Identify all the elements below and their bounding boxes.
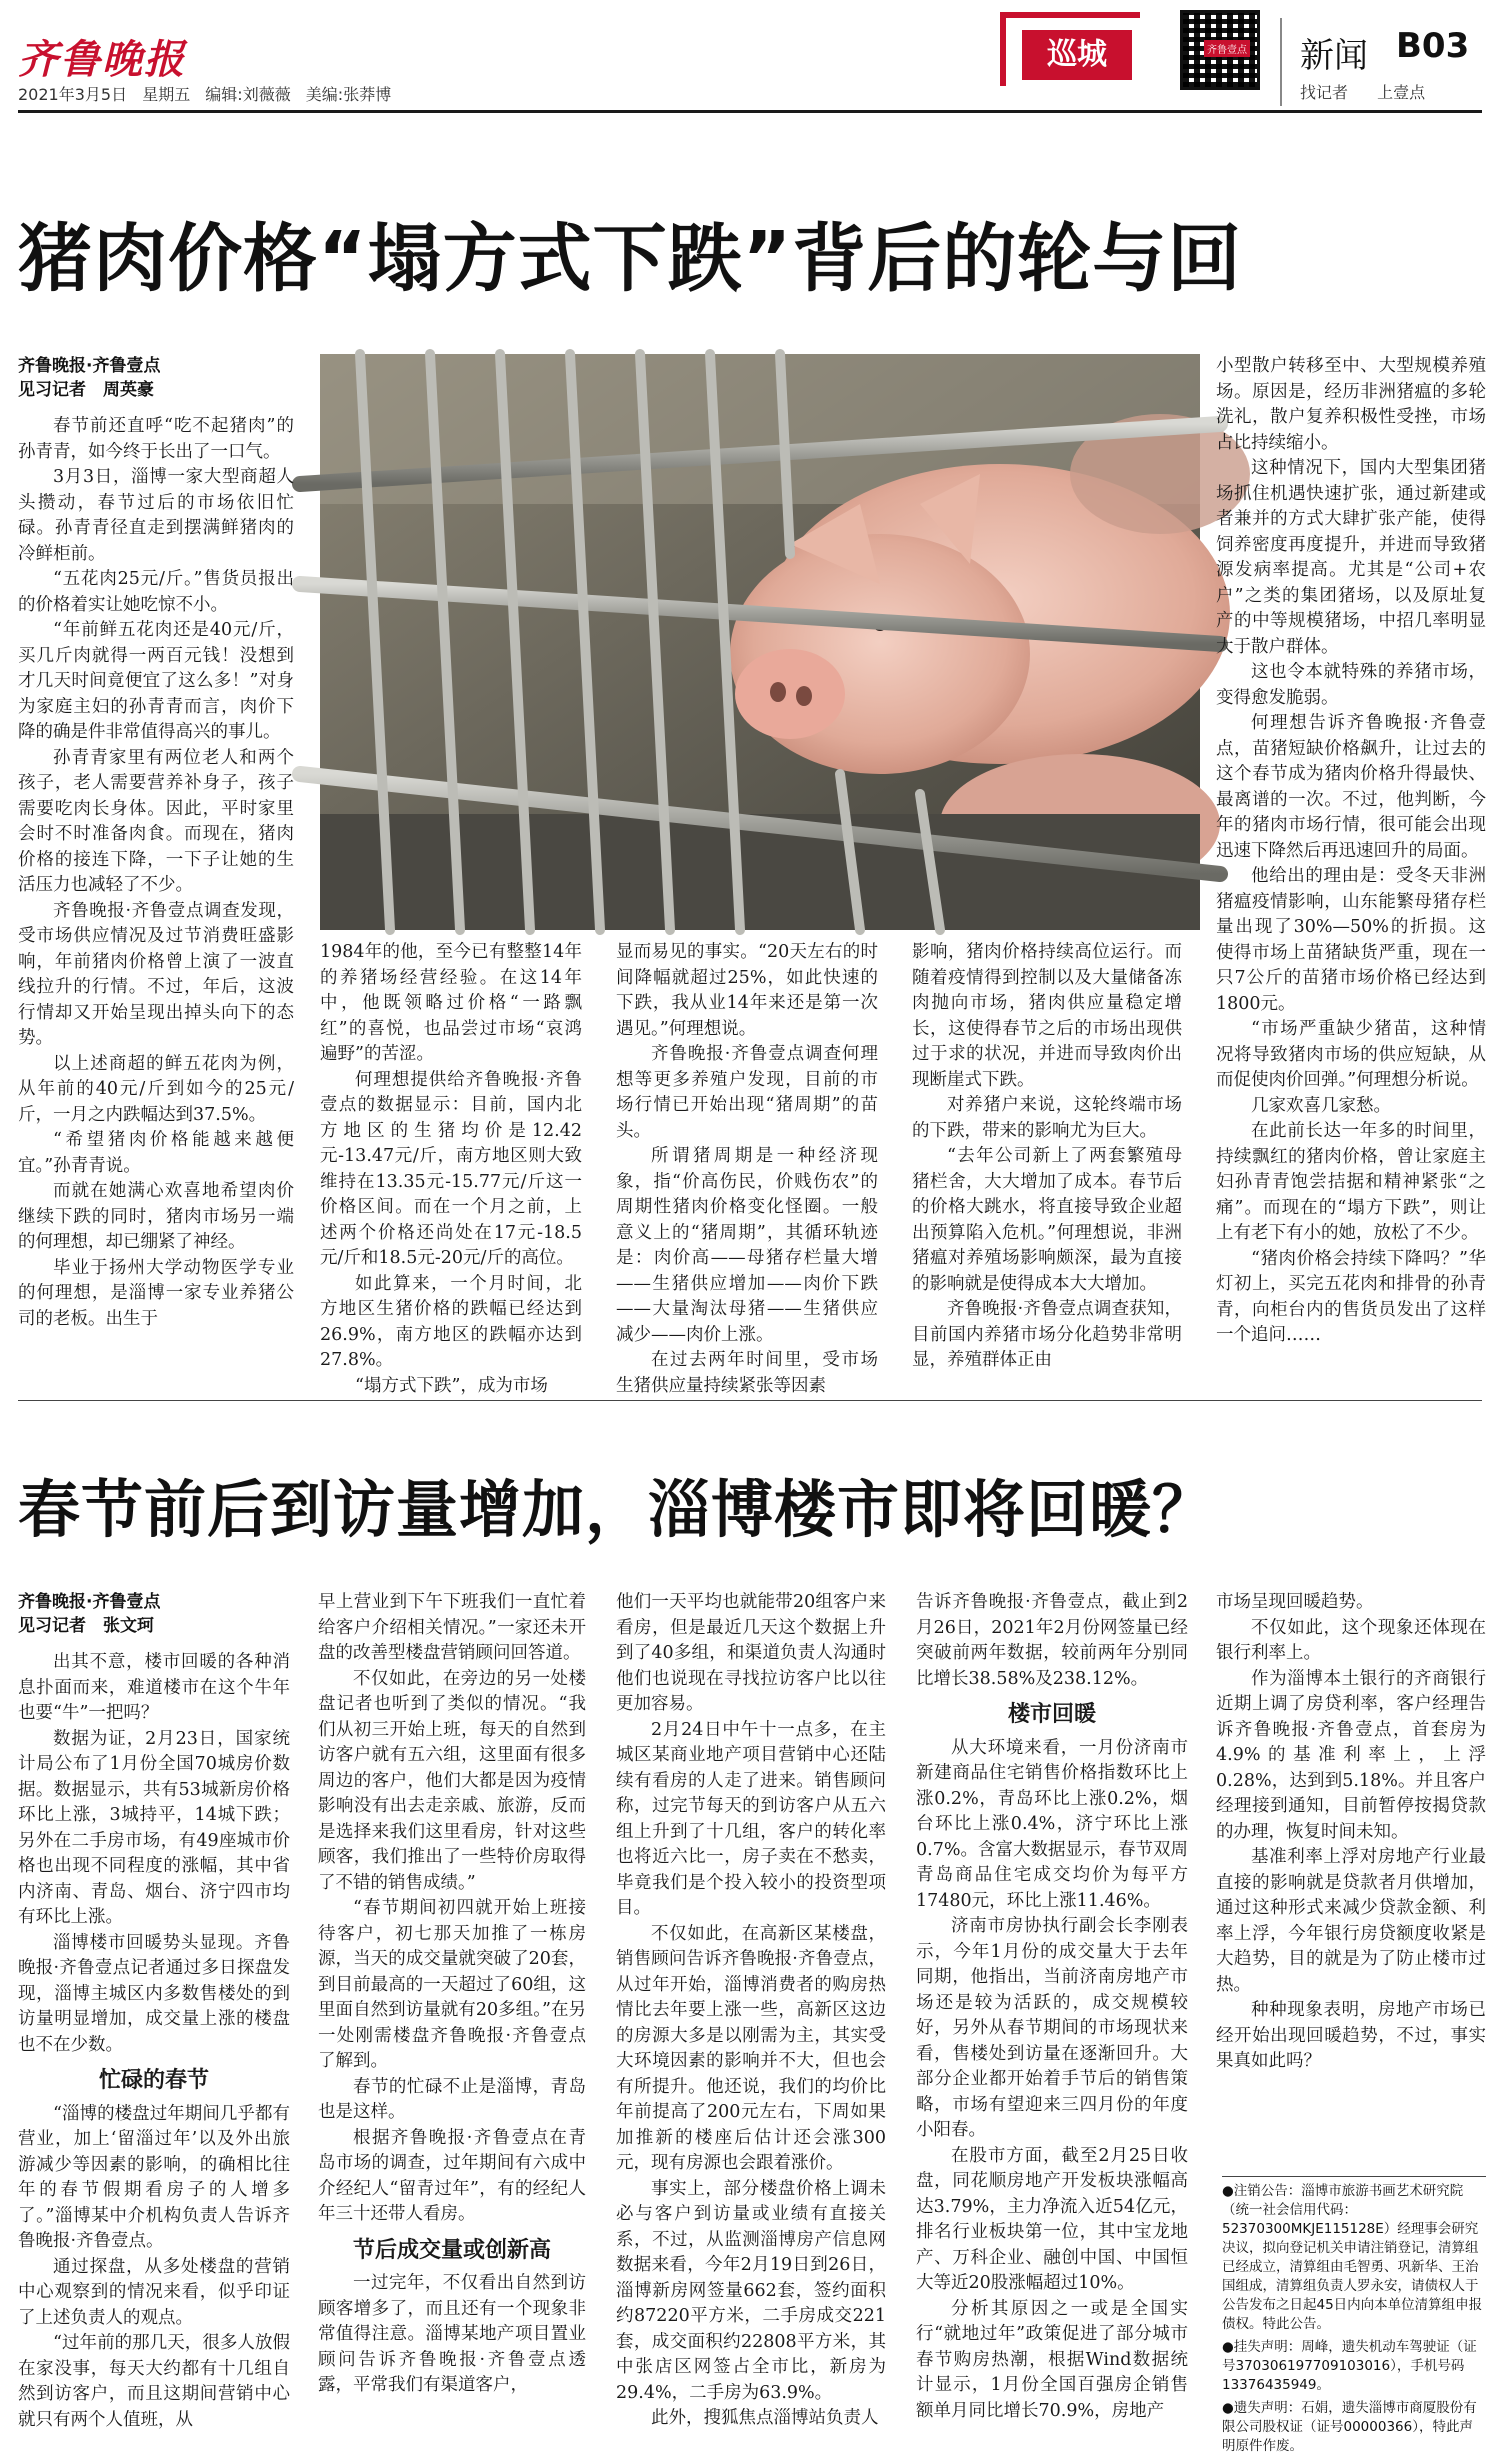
paragraph: “五花肉25元/斤。”售货员报出的价格着实让她吃惊不小。 — [18, 569, 294, 615]
paragraph: 而就在她满心欢喜地希望肉价继续下跌的同时，猪肉市场另一端的何理想，却已绷紧了神经。 — [18, 1181, 294, 1252]
paragraph: “市场严重缺少猪苗，这种情况将导致猪肉市场的供应短缺，从而促使肉价回弹。”何理想分析说。 — [1216, 1019, 1486, 1090]
newspaper-logo: 齐鲁晚报 — [18, 36, 186, 83]
masthead — [0, 0, 1500, 118]
slogan-left: 找记者 — [1300, 83, 1349, 102]
article2-byline — [18, 1590, 290, 1638]
paragraph: 通过探盘，从多处楼盘的营销中心观察到的情况来看，似乎印证了上述负责人的观点。 — [18, 2256, 290, 2328]
article1-byline — [18, 354, 294, 402]
paragraph: 事实上，部分楼盘价格上调未必与客户到访量或业绩有直接关系，不过，从监测淄博房产信息网数据来看，今年2月19日到26日，淄博新房网签量662套，签约面积约87220平方米，二手房成交221套，成交面积约22808平方米，其中张店区网签占全市比，新房为29.4%，二手房为63.9%。 — [616, 2178, 886, 2403]
paragraph: 1984年的他，至今已有整整14年的养猪场经营经验。在这14年中，他既领略过价格“一路飘红”的喜悦，也品尝过市场“哀鸿遍野”的苦涩。 — [320, 942, 582, 1064]
paragraph: 显而易见的事实。“20天左右的时间降幅就超过25%，如此快速的下跌，我从业14年来还是第一次遇见。”何理想说。 — [616, 942, 878, 1039]
page-slogan — [1300, 80, 1425, 103]
paragraph: “淄博的楼盘过年期间几乎都有营业，加上‘留淄过年’以及外出旅游减少等因素的影响，的确相比往年的春节假期看房子的人增多了。”淄博某中介机构负责人告诉齐鲁晚报·齐鲁壹点。 — [18, 2103, 290, 2251]
paragraph: 影响，猪肉价格持续高位运行。而随着疫情得到控制以及大量储备冻肉抛向市场，猪肉供应量稳定增长，这使得春节之后的市场出现供过于求的状况，并进而导致肉价出现断崖式下跌。 — [912, 942, 1182, 1090]
subhead-market-warming: 楼市回暖 — [1007, 1702, 1096, 1727]
article2-column-4 — [916, 1590, 1188, 2421]
paragraph: 以上述商超的鲜五花肉为例，从年前的40元/斤到如今的25元/斤，一月之内跌幅达到37.5%。 — [18, 1053, 294, 1125]
paragraph: 他们一天平均也就能带20组客户来看房，但是最近几天这个数据上升到了40多组，和渠道负责人沟通时他们也说现在寻找拉访客户比以往更加容易。 — [616, 1592, 886, 1714]
slogan-right: 上壹点 — [1377, 83, 1426, 102]
paragraph: 这也令本就特殊的养猪市场，变得愈发脆弱。 — [1216, 662, 1486, 708]
article1-byline-reporter: 见习记者 周英豪 — [18, 380, 154, 400]
paragraph: 淄博楼市回暖势头显现。齐鲁晚报·齐鲁壹点记者通过多日探盘发现，淄博主城区内多数售楼处的到访量明显增加，成交量上涨的楼盘也不在少数。 — [18, 1932, 290, 2055]
notice-lost-share-certificate: ●遗失声明：石娟，遗失淄博市商厦股份有限公司股权证（证号00000366），特此声明原件作废。 — [1222, 2400, 1477, 2454]
article2-column-3 — [616, 1590, 886, 2428]
paragraph: 不仅如此，在高新区某楼盘，销售顾问告诉齐鲁晚报·齐鲁壹点，从过年开始，淄博消费者的购房热情比去年要上涨一些，高新区这边的房源大多是以刚需为主，其实受大环境因素的影响并不大，但也会有所提升。他还说，我们的均价比年前提高了200元左右，下周如果加推新的楼座后估计还会涨300元，现有房源也会跟着涨价。 — [616, 1923, 886, 2173]
editor-credit: 编辑:刘薇薇 — [205, 85, 291, 104]
paragraph: 齐鲁晚报·齐鲁壹点调查何理想等更多养殖户发现，目前的市场行情已开始出现“猪周期”的苗头。 — [616, 1044, 878, 1141]
paragraph: 济南市房协执行副会长李刚表示，今年1月份的成交量大于去年同期，他指出，当前济南房地产市场还是较为活跃的，成交规模较好，另外从春节期间的市场现状来看，售楼处到访量在逐渐回升。大部分企业都开始着手节后的销售策略，市场有望迎来三四月份的年度小阳春。 — [916, 1916, 1188, 2140]
section-label: 巡城 — [1022, 30, 1132, 80]
paragraph: 春节的忙碌不止是淄博，青岛也是这样。 — [318, 2076, 586, 2122]
paragraph: “年前鲜五花肉还是40元/斤，买几斤肉就得一两百元钱！没想到才几天时间竟便宜了这么多！”对身为家庭主妇的孙青青而言，肉价下降的确是件非常值得高兴的事儿。 — [18, 620, 294, 742]
paragraph: 市场呈现回暖趋势。 — [1216, 1592, 1374, 1612]
paragraph: 小型散户转移至中、大型规模养殖场。原因是，经历非洲猪瘟的多轮洗礼，散户复养积极性受挫，市场占比持续缩小。 — [1216, 356, 1486, 453]
article1-column-1 — [18, 354, 294, 1384]
pig-photo-illustration — [320, 354, 1200, 930]
paragraph: 种种现象表明，房地产市场已经开始出现回暖趋势，不过，事实果真如此吗？ — [1216, 2000, 1486, 2071]
page-number: B03 — [1396, 26, 1470, 66]
article1-column-4 — [912, 940, 1182, 1384]
paragraph: “春节期间初四就开始上班接待客户，初七那天加推了一栋房源，当天的成交量就突破了20套，到目前最高的一天超过了60组，这里面自然到访量就有20多组。”在另一处刚需楼盘齐鲁晚报·齐鲁壹点了解到。 — [318, 1898, 586, 2071]
paragraph: 告诉齐鲁晚报·齐鲁壹点，截止到2月26日，2021年2月份网签量已经突破前两年数据，较前两年分别同比增长38.58%及238.12%。 — [916, 1592, 1188, 1689]
paragraph: 作为淄博本土银行的齐商银行近期上调了房贷利率，客户经理告诉齐鲁晚报·齐鲁壹点，首套房为4.9%的基准利率上，上浮0.28%，达到到5.18%。并且客户经理接到通知，目前暂停按揭贷款的办理，恢复时间未知。 — [1216, 1668, 1486, 1842]
paragraph: 何理想告诉齐鲁晚报·齐鲁壹点，苗猪短缺价格飙升，让过去的这个春节成为猪肉价格升得最快、最离谱的一次。不过，他判断，今年的猪肉市场行情，很可能会出现迅速下降然后再迅速回升的局面。 — [1216, 713, 1486, 861]
paragraph: 对养猪户来说，这轮终端市场的下跌，带来的影响尤为巨大。 — [912, 1095, 1182, 1141]
notice-separator — [1222, 2176, 1486, 2177]
paragraph: 基准利率上浮对房地产行业最直接的影响就是贷款者月供增加，通过这种形式来减少贷款金额、利率上浮，今年银行房贷额度收紧是大趋势，目的就是为了防止楼市过热。 — [1216, 1847, 1486, 1995]
paragraph: “去年公司新上了两套繁殖母猪栏舍，大大增加了成本。春节后的价格大跳水，将直接导致企业超出预算陷入危机。”何理想说，非洲猪瘟对养殖场影响颇深，最为直接的影响就是使得成本大大增加。 — [912, 1146, 1182, 1294]
article1-column-3 — [616, 940, 878, 1396]
paragraph: 春节前还直呼“吃不起猪肉”的孙青青，如今终于长出了一口气。 — [18, 416, 294, 462]
paragraph: 在过去两年时间里，受市场生猪供应量持续紧张等因素 — [616, 1350, 878, 1396]
paragraph: 在此前长达一年多的时间里，持续飘红的猪肉价格，曾让家庭主妇孙青青饱尝拮据和精神紧张“之痛”。而现在的“塌方下跌”，则让上有老下有小的她，放松了不少。 — [1216, 1121, 1486, 1243]
paragraph: 此外，搜狐焦点淄博站负责人 — [651, 2408, 879, 2428]
pig-photo — [320, 354, 1200, 930]
paragraph: 根据齐鲁晚报·齐鲁壹点在青岛市场的调查，过年期间有六成中介经纪人“留青过年”，有的经纪人年三十还带人看房。 — [318, 2127, 586, 2224]
designer-credit: 美编:张莽博 — [305, 85, 392, 104]
subhead-busy-spring-festival: 忙碌的春节 — [98, 2068, 209, 2093]
paragraph: 从大环境来看，一月份济南市新建商品住宅销售价格指数环比上涨0.2%，青岛环比上涨0.2%，烟台环比上涨0.4%，济宁环比上涨0.7%。含富大数据显示，春节双周青岛商品住宅成交均价为每平方17480元，环比上涨11.46%。 — [916, 1737, 1188, 1911]
paragraph: 毕业于扬州大学动物医学专业的何理想，是淄博一家专业养猪公司的老板。出生于 — [18, 1257, 294, 1329]
paragraph: 出其不意，楼市回暖的各种消息扑面而来，难道楼市在这个牛年也要“牛”一把吗？ — [18, 1652, 290, 1723]
subhead-record-volume: 节后成交量或创新高 — [352, 2237, 551, 2263]
paragraph: 早上营业到下午下班我们一直忙着给客户介绍相关情况。”一家还未开盘的改善型楼盘营销顾问回答道。 — [318, 1592, 586, 1663]
article1-column-5 — [1216, 354, 1486, 1384]
article2-column-1 — [18, 1590, 290, 2430]
paragraph: “过年前的那几天，很多人放假在家没事，每天大约都有十几组自然到访客户，而且这期间营销中心就只有两个人值班，从 — [18, 2333, 290, 2430]
article-separator — [18, 1400, 1482, 1401]
paragraph: 如此算来，一个月时间，北方地区生猪价格的跌幅已经达到26.9%，南方地区的跌幅亦达到27.8%。 — [320, 1273, 582, 1370]
paragraph: 一过完年，不仅看出自然到访顾客增多了，而且还有一个现象非常值得注意。淄博某地产项目置业顾问告诉齐鲁晚报·齐鲁壹点透露，平常我们有渠道客户， — [318, 2273, 586, 2395]
paragraph: “猪肉价格会持续下降吗？”华灯初上，买完五花肉和排骨的孙青青，向柜台内的售货员发出了这样一个追问…… — [1216, 1248, 1486, 1345]
article2-column-2 — [318, 1590, 586, 2410]
paragraph: 2月24日中午十一点多，在主城区某商业地产项目营销中心还陆续有看房的人走了进来。销售顾问称，过完节每天的到访客户从五六组上升到了十几组，客户的转化率也将近六比一，房子卖在不愁卖，毕竟我们是个投入较小的投资型项目。 — [616, 1719, 886, 1918]
article2-byline-outlet: 齐鲁晚报·齐鲁壹点 — [18, 1592, 161, 1612]
article2-headline: 春节前后到访量增加，淄博楼市即将回暖？ — [18, 1473, 1216, 1546]
issue-weekday: 星期五 — [142, 85, 191, 104]
paragraph: “塌方式下跌”，成为市场 — [355, 1375, 548, 1396]
paragraph: 所谓猪周期是一种经济现象，指“价高伤民，价贱伤农”的周期性猪肉价格变化怪圈。一般意义上的“猪周期”，其循环轨迹是：肉价高——母猪存栏量大增——生猪供应增加——肉价下跌——大量淘汰母猪——生猪供应减少——肉价上涨。 — [616, 1146, 878, 1345]
qr-badge: 齐鲁壹点 — [1204, 40, 1250, 57]
paragraph: 3月3日，淄博一家大型商超人头攒动，春节过后的市场依旧忙碌。孙青青径直走到摆满鲜猪肉的冷鲜柜前。 — [18, 467, 294, 564]
paragraph: 齐鲁晚报·齐鲁壹点调查获知，目前国内养猪市场分化趋势非常明显，养殖群体正由 — [912, 1299, 1182, 1370]
article1-headline: 猪肉价格“塌方式下跌”背后的轮与回 — [18, 216, 1243, 302]
article2-byline-reporter: 见习记者 张文珂 — [18, 1616, 154, 1636]
paragraph: 他给出的理由是：受冬天非洲猪瘟疫情影响，山东能繁母猪存栏量出现了30%—50%的折损。这使得市场上苗猪缺货严重，现在一只7公斤的苗猪市场价格已经达到1800元。 — [1216, 866, 1486, 1014]
article1-column-2 — [320, 940, 582, 1396]
paragraph: 孙青青家里有两位老人和两个孩子，老人需要营养补身子，孩子需要吃肉长身体。因此，平时家里会时不时准备肉食。而现在，猪肉价格的接连下降，一下子让她的生活压力也减轻了不少。 — [18, 747, 294, 895]
dateline — [18, 82, 391, 105]
paragraph: 不仅如此，这个现象还体现在银行利率上。 — [1216, 1617, 1486, 1663]
masthead-rule — [18, 110, 1482, 113]
paragraph: 齐鲁晚报·齐鲁壹点调查发现，受市场供应情况及过节消费旺盛影响，年前猪肉价格曾上演了一波直线拉升的行情。不过，年后，这波行情却又开始呈现出掉头向下的态势。 — [18, 900, 294, 1048]
paragraph: 这种情况下，国内大型集团猪场抓住机遇快速扩张，通过新建或者兼并的方式大肆扩张产能，使得饲养密度再度提升，并进而导致猪源发病率提高。尤其是“公司+农户”之类的集团猪场，以及原址复产的中等规模猪场，中招几率明显大于散户群体。 — [1216, 458, 1486, 657]
classified-notices — [1222, 2182, 1486, 2454]
notice-lost-license: ●挂失声明：周峰，遗失机动车驾驶证（证号370306197709103016），手机号码13376435949。 — [1222, 2339, 1477, 2393]
paragraph: 在股市方面，截至2月25日收盘，同花顺房地产开发板块涨幅高达3.79%，主力净流入近54亿元，排名行业板块第一位，其中宝龙地产、万科企业、融创中国、中国恒大等近20股涨幅超过10%。 — [916, 2145, 1188, 2293]
issue-date: 2021年3月5日 — [18, 85, 128, 104]
article1-byline-outlet: 齐鲁晚报·齐鲁壹点 — [18, 356, 161, 376]
paragraph: “希望猪肉价格能越来越便宜。”孙青青说。 — [18, 1130, 294, 1176]
paragraph: 数据为证，2月23日，国家统计局公布了1月份全国70城房价数据。数据显示，共有53城新房价格环比上涨，3城持平，14城下跌；另外在二手房市场，有49座城市价格也出现不同程度的涨幅，其中省内济南、青岛、烟台、济宁四市均有环比上涨。 — [18, 1728, 290, 1927]
paragraph: 几家欢喜几家愁。 — [1251, 1095, 1391, 1116]
page-section-name: 新闻 — [1300, 36, 1368, 76]
paragraph: 分析其原因之一或是全国实行“就地过年”政策促进了部分城市春节购房热潮，根据Wind数据统计显示，1月份全国百强房企销售额单月同比增长70.9%，房地产 — [916, 2298, 1188, 2421]
paragraph: 不仅如此，在旁边的另一处楼盘记者也听到了类似的情况。“我们从初三开始上班，每天的自然到访客户就有五六组，这里面有很多周边的客户，他们大都是因为疫情影响没有出去走亲戚、旅游，反而是选择来我们这里看房，针对这些顾客，我们推出了一些特价房取得了不错的销售成绩。” — [318, 1668, 586, 1893]
article2-column-5 — [1216, 1590, 1486, 2170]
paragraph: 何理想提供给齐鲁晚报·齐鲁壹点的数据显示：目前，国内北方地区的生猪均价是12.42元-13.47元/斤，南方地区则大致维持在13.35元-15.77元/斤这一价格区间。而在一个月之前，上述两个价格还尚处在17元-18.5元/斤和18.5元-20元/斤的高位。 — [320, 1069, 582, 1268]
notice-deregistration: ●注销公告：淄博市旅游书画艺术研究院（统一社会信用代码：52370300MKJE115128E）经理事会研究决议，拟向登记机关申请注销登记，清算组已经成立，清算组由毛智勇、巩新华、王治国组成，清算组负责人罗永安，请债权人于公告发布之日起45日内向本单位清算组申报债权。特此公告。 — [1222, 2183, 1483, 2332]
masthead-divider — [1280, 18, 1282, 106]
